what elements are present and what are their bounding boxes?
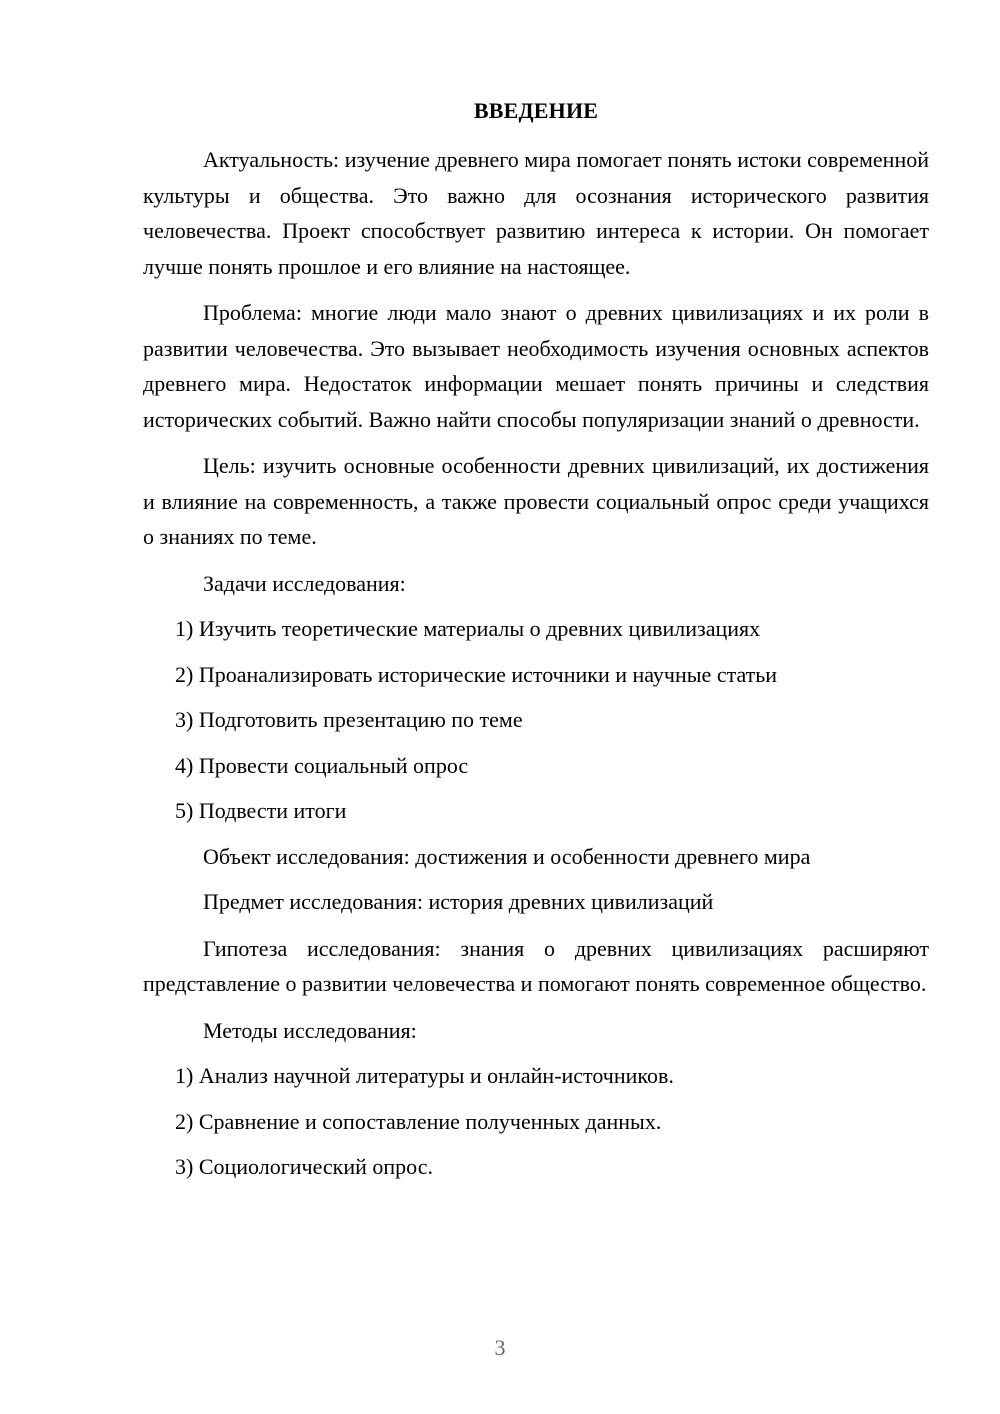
list-item: 3) Социологический опрос. <box>175 1154 433 1179</box>
methods-heading: Методы исследования: <box>203 1017 417 1043</box>
list-item: 5) Подвести итоги <box>175 798 347 823</box>
list-item: 1) Анализ научной литературы и онлайн-источников. <box>175 1063 674 1088</box>
tasks-heading: Задачи исследования: <box>203 570 406 596</box>
list-item: 2) Проанализировать исторические источники и научные статьи <box>175 661 778 687</box>
list-item: 3) Подготовить презентацию по теме <box>175 707 523 732</box>
hypothesis-paragraph: Гипотеза исследования: знания о древних цивилизациях расширяют представление о развитии человечества и помогают понять современное общество. <box>143 935 929 996</box>
page-title: ВВЕДЕНИЕ <box>473 98 599 123</box>
document-page <box>143 96 929 1185</box>
methods-section <box>143 1013 929 1185</box>
tasks-section <box>143 566 929 920</box>
list-item: 1) Изучить теоретические материалы о древних цивилизациях <box>175 616 761 641</box>
research-object: Объект исследования: достижения и особенности древнего мира <box>203 843 811 869</box>
problem-paragraph: Проблема: многие люди мало знают о древних цивилизациях и их роли в развитии человечества. Это вызывает необходимость изучения основных аспектов древнего мира. Недостаток информации мешает понять причины и следствия исторических событий. Важно найти способы популяризации знаний о древности. <box>143 300 929 432</box>
page-number: 3 <box>494 1335 506 1360</box>
list-item: 2) Сравнение и сопоставление полученных данных. <box>175 1108 662 1134</box>
relevance-paragraph: Актуальность: изучение древнего мира помогает понять истоки современной культуры и общества. Это важно для осознания исторического развития человечества. Проект способствует развитию интереса к истории. Он помогает лучше понять прошлое и его влияние на настоящее. <box>143 147 929 279</box>
list-item: 4) Провести социальный опрос <box>175 752 469 778</box>
research-subject: Предмет исследования: история древних цивилизаций <box>203 889 714 914</box>
goal-paragraph: Цель: изучить основные особенности древних цивилизаций, их достижения и влияние на современность, а также провести социальный опрос среди учащихся о знаниях по теме. <box>143 453 929 549</box>
